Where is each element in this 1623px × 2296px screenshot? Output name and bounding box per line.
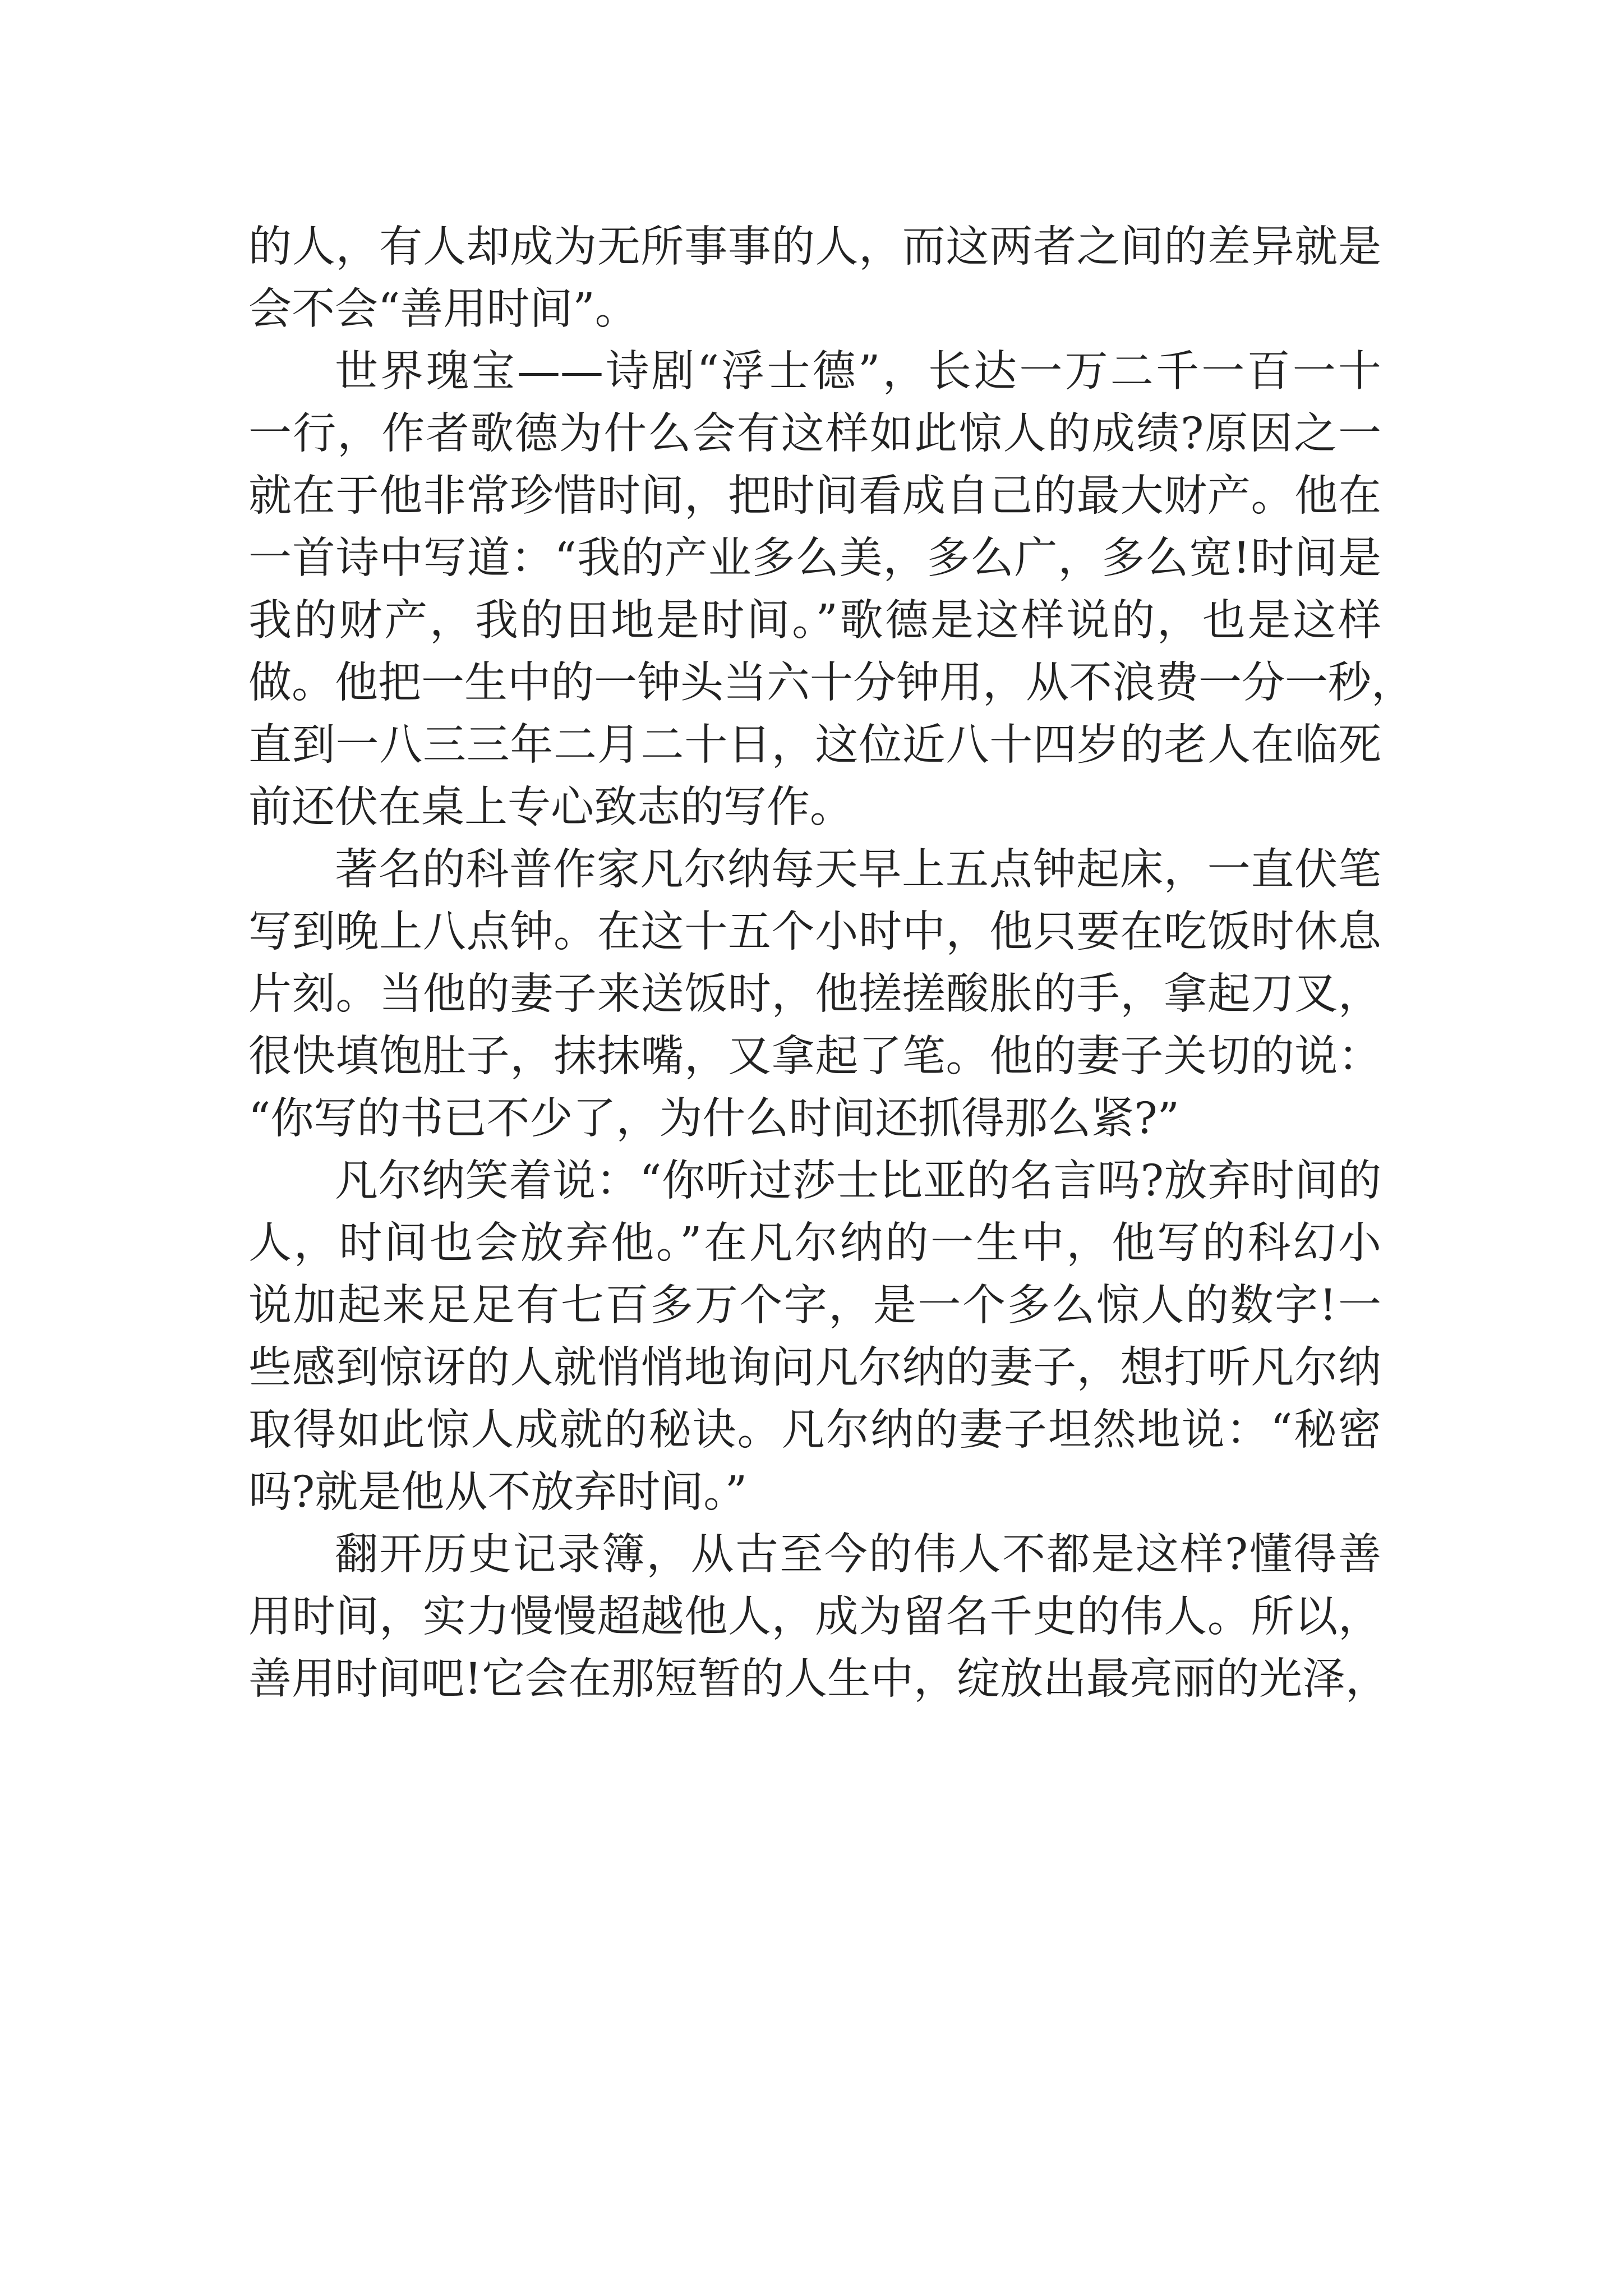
text-line: 说加起来足足有七百多万个字，是一个多么惊人的数字!一 — [248, 1281, 1381, 1331]
text-line: 翻开历史记录簿，从古至今的伟人不都是这样?懂得善 — [335, 1530, 1381, 1580]
text-line: 会不会“善用时间”。 — [248, 284, 638, 334]
text-line: 人，时间也会放弃他。”在凡尔纳的一生中，他写的科幻小 — [248, 1218, 1381, 1268]
text-line: 取得如此惊人成就的秘诀。凡尔纳的妻子坦然地说：“秘密 — [248, 1405, 1381, 1455]
text-line: 就在于他非常珍惜时间，把时间看成自己的最大财产。他在 — [248, 471, 1381, 521]
text-line: 些感到惊讶的人就悄悄地询问凡尔纳的妻子，想打听凡尔纳 — [248, 1343, 1381, 1393]
text-line: 直到一八三三年二月二十日，这位近八十四岁的老人在临死 — [248, 720, 1381, 770]
text-line: 吗?就是他从不放弃时间。” — [248, 1467, 748, 1517]
body-text — [248, 216, 1414, 1710]
text-line: 我的财产，我的田地是时间。”歌德是这样说的，也是这样 — [248, 596, 1381, 646]
text-line: 很快填饱肚子，抹抹嘴，又拿起了笔。他的妻子关切的说： — [248, 1032, 1381, 1082]
text-line: 的人，有人却成为无所事事的人，而这两者之间的差异就是 — [248, 222, 1381, 272]
text-line: “你写的书已不少了，为什么时间还抓得那么紧?” — [248, 1094, 1180, 1144]
text-line: 前还伏在桌上专心致志的写作。 — [248, 783, 853, 832]
text-line: 做。他把一生中的一钟头当六十分钟用，从不浪费一分一秒， — [248, 658, 1414, 708]
text-line: 一首诗中写道：“我的产业多么美，多么广，多么宽!时间是 — [248, 533, 1381, 583]
text-line: 片刻。当他的妻子来送饭时，他搓搓酸胀的手，拿起刀叉， — [248, 969, 1381, 1019]
text-line: 用时间，实力慢慢超越他人，成为留名千史的伟人。所以， — [248, 1592, 1381, 1642]
text-line: 写到晚上八点钟。在这十五个小时中，他只要在吃饭时休息 — [248, 907, 1381, 957]
text-line: 世界瑰宝——诗剧“浮士德”，长达一万二千一百一十 — [335, 347, 1381, 397]
text-line: 一行，作者歌德为什么会有这样如此惊人的成绩?原因之一 — [248, 409, 1381, 459]
text-line: 著名的科普作家凡尔纳每天早上五点钟起床，一直伏笔 — [335, 845, 1381, 895]
text-line: 凡尔纳笑着说：“你听过莎士比亚的名言吗?放弃时间的 — [335, 1156, 1381, 1206]
text-line: 善用时间吧!它会在那短暂的人生中，绽放出最亮丽的光泽， — [248, 1654, 1389, 1704]
